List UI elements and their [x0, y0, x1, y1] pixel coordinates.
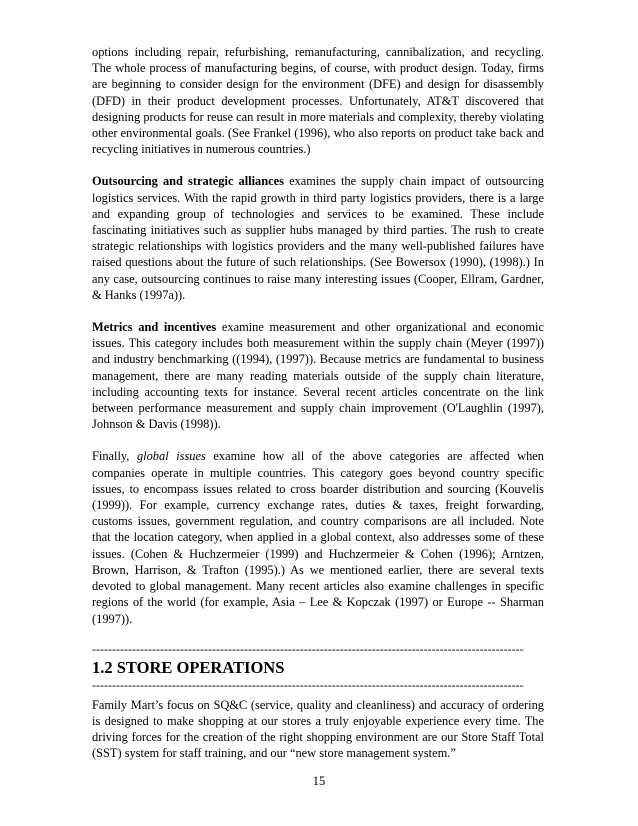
global-issues-term: global issues — [136, 449, 206, 464]
paragraph-reverse-logistics: options including repair, refurbishing, remanufacturing, cannibalization, and recycling. The whole process of manufacturing begins, of course, with product design. Today, firms are beginning to consider design for the environment (DFE) and design for disassembly (DFD) in their product development processes. Unfortunately, AT&T discovered that designing products for reuse can result in more materials and complexity, thereby violating other environmental goals. (See Frankel (1996), who also reports on product take back and recycling initiatives in numerous countries.) — [92, 45, 544, 157]
page-number: 15 — [312, 774, 326, 788]
paragraph-outsourcing — [92, 173, 544, 303]
metrics-heading: Metrics and incentives — [92, 320, 217, 335]
paragraph-global-issues — [92, 448, 544, 626]
outsourcing-text: examines the supply chain impact of outsourcing logistics services. With the rapid growth in third party logistics providers, there is a large and expanding group of technologies and services to be examined. These include fascinating initiatives such as supplier hubs managed by third parties. The rush to create strategic relationships with logistics providers and the many well-published failures have raised questions about the future of such relationships. (See Bowersox (1990), (1998).) In any case, outsourcing continues to raise many interesting issues (Cooper, Ellram, Gardner, & Hanks (1997a)). — [92, 174, 544, 302]
section-title: 1.2 STORE OPERATIONS — [92, 657, 285, 677]
global-issues-text: examine how all of the above categories are affected when companies operate in multiple countries. This category goes beyond country specific issues, to encompass issues related to cross boarder distribution and sourcing (Kouvelis (1999)). For example, currency exchange rates, duties & taxes, freight forwarding, customs issues, government regulation, and country comparisons are all included. Note that the location category, when applied in a global context, also addresses some of these issues. (Cohen & Huchzermeier (1999) and Huchzermeier & Cohen (1996); Arntzen, Brown, Harrison, & Trafton (1995).) As we mentioned earlier, there are several texts devoted to global management. Many recent articles also examine challenges in specific regions of the world (for example, Asia – Lee & Kopczak (1997) or Europe -- Sharman (1997)). — [92, 449, 544, 626]
document-page — [92, 44, 544, 778]
outsourcing-heading: Outsourcing and strategic alliances — [92, 174, 284, 189]
paragraph-metrics — [92, 319, 544, 432]
section-rule-bottom: ------------------------------------------------------------------------------------------------------------ — [92, 678, 524, 691]
paragraph-store-operations: Family Mart’s focus on SQ&C (service, quality and cleanliness) and accuracy of ordering is designed to make shopping at our stores a truly enjoyable experience every time. The driving forces for the creation of the right shopping environment are our Store Staff Total (SST) system for staff training, and our “new store management system.” — [92, 697, 544, 761]
section-rule-top: ------------------------------------------------------------------------------------------------------------ — [92, 642, 524, 655]
metrics-text: examine measurement and other organizational and economic issues. This category includes both measurement within the supply chain (Meyer (1997)) and industry benchmarking ((1994), (1997)). Because metrics are fundamental to business management, there are many reading materials outside of the supply chain literature, including accounting texts for instance. Several recent articles concentrate on the link between performance measurement and supply chain improvement (O'Laughlin (1997), Johnson & Davis (1998)). — [92, 320, 544, 432]
global-issues-intro: Finally, — [92, 449, 137, 464]
